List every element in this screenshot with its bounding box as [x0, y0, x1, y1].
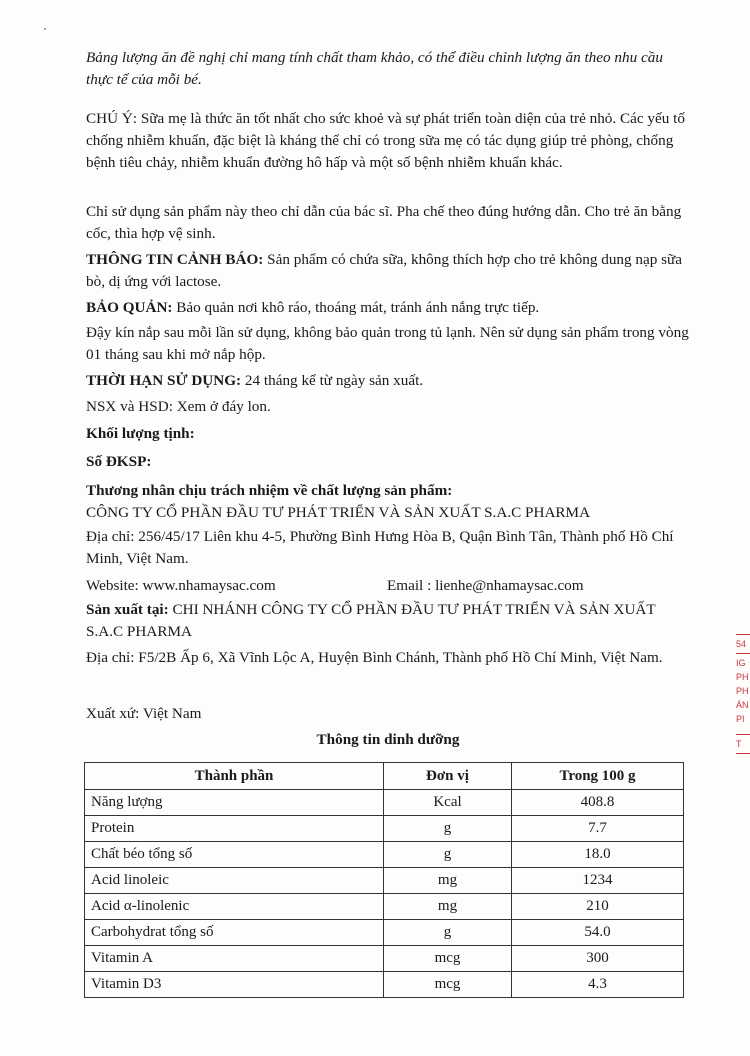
manufacturer-paragraph: [86, 599, 690, 643]
cell-value: 210: [512, 894, 684, 920]
warning-paragraph: [86, 249, 690, 293]
cell-unit: mg: [384, 868, 512, 894]
table-row: [85, 842, 684, 868]
cell-value: 4.3: [512, 972, 684, 998]
stamp-text: 54: [736, 639, 747, 649]
cell-value: 1234: [512, 868, 684, 894]
cell-value: 54.0: [512, 920, 684, 946]
usage-paragraph: Chỉ sử dụng sản phẩm này theo chỉ dẫn của bác sĩ. Pha chế theo đúng hướng dẫn. Cho trẻ ăn bằng cốc, thìa hợp vệ sinh.: [86, 203, 682, 242]
header-unit: Đơn vị: [384, 763, 512, 790]
attention-paragraph: CHÚ Ý: Sữa mẹ là thức ăn tốt nhất cho sức khoẻ và sự phát triển toàn diện của trẻ nhỏ. Các yếu tố chống nhiễm khuẩn, đặc biệt là kháng thể chỉ có trong sữa mẹ có tác dụng giúp trẻ phòng, chống bệnh tiêu chảy, nhiễm khuẩn đường hô hấp và một số bệnh nhiễm khuẩn khác.: [86, 110, 685, 171]
cell-ingredient: Protein: [85, 816, 384, 842]
cell-unit: mcg: [384, 946, 512, 972]
warning-text: Sản phẩm có chứa sữa, không thích hợp cho trẻ không dung nạp sữa bò, dị ứng với lactose.: [86, 251, 683, 290]
table-header-row: [85, 763, 684, 790]
table-row: [85, 972, 684, 998]
cell-ingredient: Acid linoleic: [85, 868, 384, 894]
table-row: [85, 946, 684, 972]
storage-note: Đậy kín nắp sau mỗi lần sử dụng, không bảo quản trong tủ lạnh. Nên sử dụng sản phẩm trong vòng 01 tháng sau khi mở nắp hộp.: [86, 324, 689, 363]
header-ingredient: Thành phần: [85, 763, 384, 790]
table-row: [85, 790, 684, 816]
stamp-text: PI: [736, 714, 745, 724]
manufacturer-label: Sản xuất tại:: [86, 601, 169, 618]
net-weight-label: Khối lượng tịnh:: [86, 425, 195, 442]
header-per-100g: Trong 100 g: [512, 763, 684, 790]
cell-unit: g: [384, 920, 512, 946]
red-stamp-fragment: [736, 632, 750, 756]
table-row: [85, 868, 684, 894]
cell-value: 7.7: [512, 816, 684, 842]
shelf-life-paragraph: [86, 370, 690, 392]
table-row: [85, 894, 684, 920]
stamp-text: ÁN: [736, 700, 749, 710]
intro-note: Bảng lượng ăn đề nghị chỉ mang tính chất tham khảo, có thể điều chỉnh lượng ăn theo nhu cầu thực tế của mỗi bé.: [86, 49, 663, 88]
origin: Xuất xứ: Việt Nam: [86, 705, 202, 722]
stamp-text: IG: [736, 658, 746, 668]
cell-unit: g: [384, 816, 512, 842]
cell-ingredient: Carbohydrat tổng số: [85, 920, 384, 946]
dates-line: NSX và HSD: Xem ở đáy lon.: [86, 398, 271, 415]
cell-value: 408.8: [512, 790, 684, 816]
cell-unit: mg: [384, 894, 512, 920]
cell-ingredient: Chất béo tổng số: [85, 842, 384, 868]
shelf-life-label: THỜI HẠN SỬ DỤNG:: [86, 372, 242, 389]
stamp-text: T: [736, 739, 742, 749]
company-address: Địa chỉ: 256/45/17 Liên khu 4-5, Phường Bình Hưng Hòa B, Quận Bình Tân, Thành phố Hồ Chí Minh, Việt Nam.: [86, 528, 674, 567]
cell-unit: mcg: [384, 972, 512, 998]
factory-address: Địa chỉ: F5/2B Ấp 6, Xã Vĩnh Lộc A, Huyện Bình Chánh, Thành phố Hồ Chí Minh, Việt Nam.: [86, 649, 663, 666]
cell-ingredient: Vitamin A: [85, 946, 384, 972]
storage-text: Bảo quản nơi khô ráo, thoáng mát, tránh ánh nắng trực tiếp.: [172, 299, 540, 316]
nutrition-title: Thông tin dinh dưỡng: [316, 731, 460, 748]
table-row: [85, 816, 684, 842]
website[interactable]: Website: www.nhamaysac.com: [86, 577, 276, 594]
table-row: [85, 920, 684, 946]
stamp-text: PH: [736, 686, 749, 696]
cell-unit: Kcal: [384, 790, 512, 816]
company-name: CÔNG TY CỔ PHẦN ĐẦU TƯ PHÁT TRIỂN VÀ SẢN XUẤT S.A.C PHARMA: [86, 504, 591, 521]
cell-ingredient: Năng lượng: [85, 790, 384, 816]
nutrition-table: [84, 762, 684, 998]
cell-ingredient: Vitamin D3: [85, 972, 384, 998]
cell-unit: g: [384, 842, 512, 868]
warning-label: THÔNG TIN CẢNH BÁO:: [86, 251, 264, 268]
storage-label: BẢO QUẢN:: [86, 299, 173, 316]
cell-value: 18.0: [512, 842, 684, 868]
registration-label: Số ĐKSP:: [86, 453, 152, 470]
cell-ingredient: Acid α-linolenic: [85, 894, 384, 920]
responsible-label: Thương nhân chịu trách nhiệm về chất lượng sản phẩm:: [86, 482, 453, 499]
storage-paragraph: [86, 297, 690, 319]
scan-speck: [44, 28, 46, 30]
shelf-life-text: 24 tháng kể từ ngày sản xuất.: [241, 372, 424, 389]
cell-value: 300: [512, 946, 684, 972]
manufacturer-text: CHI NHÁNH CÔNG TY CỔ PHẦN ĐẦU TƯ PHÁT TRIỂN VÀ SẢN XUẤT S.A.C PHARMA: [86, 601, 656, 640]
email[interactable]: Email : lienhe@nhamaysac.com: [387, 577, 584, 594]
stamp-text: PH: [736, 672, 749, 682]
